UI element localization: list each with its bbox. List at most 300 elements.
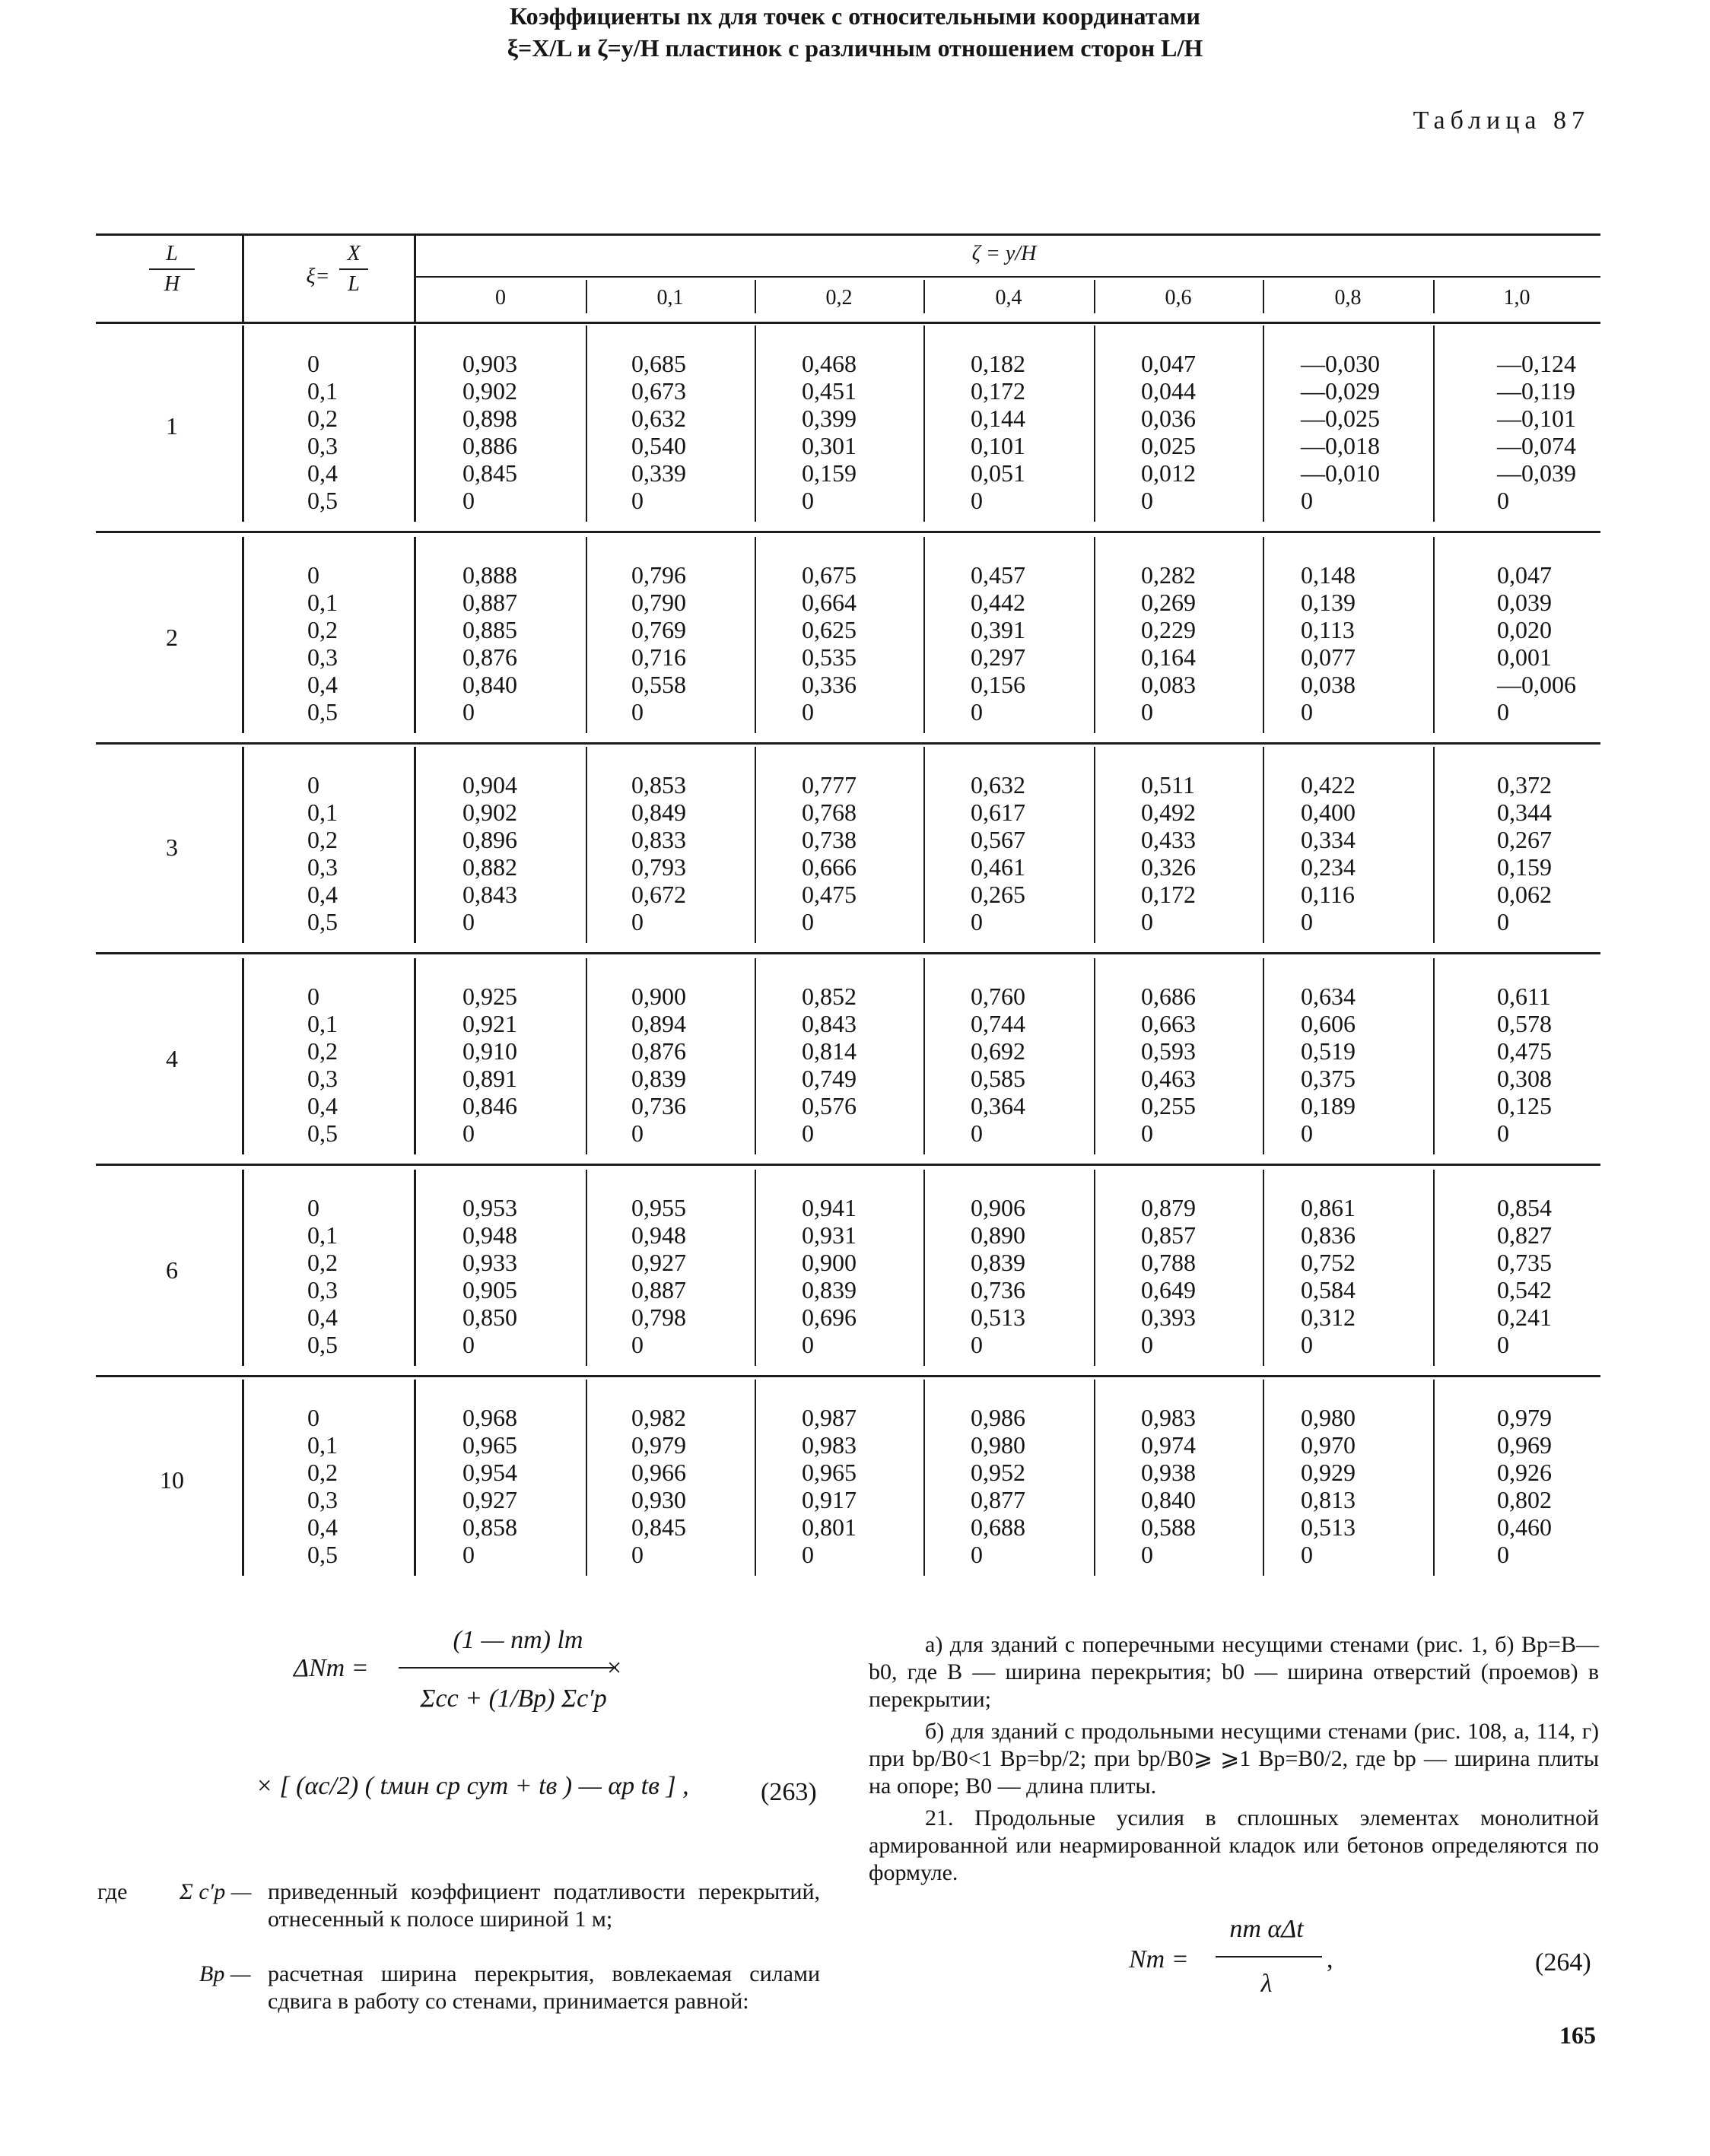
table-cell: 0 [462, 1119, 475, 1147]
zeta-value-header: 1,0 [1503, 286, 1530, 310]
table-cell: 0,611 [1497, 983, 1551, 1010]
table-cell: —0,101 [1497, 405, 1576, 432]
column-rule [755, 747, 756, 943]
table-cell: 0,101 [971, 432, 1025, 459]
table-cell: 0,672 [631, 881, 686, 908]
table-cell: 0,736 [631, 1092, 686, 1119]
xi-cell: 0,1 [307, 799, 338, 826]
table-cell: —0,119 [1497, 377, 1575, 405]
table-cell: 0,461 [971, 853, 1025, 881]
column-rule [1433, 747, 1435, 943]
column-rule [923, 325, 925, 522]
formula-264-number: (264) [1535, 1948, 1591, 1977]
lh-column-divider [242, 233, 244, 324]
xi-cell: 0,5 [307, 908, 338, 935]
value-column [971, 561, 1025, 726]
table-cell: 0,632 [631, 405, 686, 432]
table-cell: 0,953 [462, 1194, 517, 1221]
table-cell: 0 [1141, 487, 1153, 514]
table-cell: 0 [462, 487, 475, 514]
column-rule [414, 958, 416, 1154]
value-column [462, 771, 517, 935]
zeta-header-separator [755, 280, 756, 313]
formula-264-denominator: λ [1260, 1970, 1273, 1998]
column-rule [1094, 958, 1095, 1154]
table-cell: 0,457 [971, 561, 1025, 589]
table-cell: 0,182 [971, 350, 1025, 377]
table-cell: 0 [1141, 1119, 1153, 1147]
table-cell: 0,882 [462, 853, 517, 881]
table-cell: 0,736 [971, 1276, 1025, 1303]
table-cell: 0,334 [1301, 826, 1356, 853]
zeta-header-separator [923, 280, 925, 313]
table-cell: 0 [1497, 908, 1509, 935]
xi-cell: 0 [307, 771, 319, 799]
table-cell: 0,716 [631, 643, 686, 671]
table-cell: 0,929 [1301, 1459, 1356, 1486]
value-column [971, 1404, 1025, 1568]
table-cell: 0 [971, 1331, 983, 1358]
table-cell: 0 [462, 1331, 475, 1358]
table-cell: 0,038 [1301, 671, 1356, 698]
table-cell: 0,926 [1497, 1459, 1552, 1486]
xi-cell: 0,4 [307, 1513, 338, 1541]
table-cell: —0,006 [1497, 671, 1576, 698]
column-rule [242, 1380, 244, 1576]
table-cell: 0,020 [1497, 616, 1552, 643]
table-cell: 0,752 [1301, 1249, 1356, 1276]
column-rule [1094, 537, 1095, 733]
table-cell: 0,894 [631, 1010, 686, 1037]
table-cell: 0,849 [631, 799, 686, 826]
where-text-2-content: расчетная ширина перекрытия, вовлекаемая силами сдвига в работу со стенами, принимается равной: [268, 1961, 820, 2014]
value-column [1497, 983, 1552, 1147]
table-cell: 0,854 [1497, 1194, 1552, 1221]
lh-value: 1 [166, 412, 178, 440]
column-rule [414, 1170, 416, 1366]
table-cell: 0,850 [462, 1303, 517, 1331]
table-cell: —0,124 [1497, 350, 1576, 377]
column-rule [242, 747, 244, 943]
table-cell: 0,858 [462, 1513, 517, 1541]
xi-cell: 0,3 [307, 432, 338, 459]
column-rule [242, 958, 244, 1154]
table-cell: 0,827 [1497, 1221, 1552, 1249]
table-cell: 0,364 [971, 1092, 1025, 1119]
column-rule [414, 325, 416, 522]
xi-cell: 0,5 [307, 698, 338, 726]
table-cell: 0,900 [631, 983, 686, 1010]
table-cell: 0,898 [462, 405, 517, 432]
value-column [631, 1194, 686, 1358]
table-cell: 0,012 [1141, 459, 1196, 487]
table-cell: 0,576 [802, 1092, 857, 1119]
table-cell: 0 [631, 487, 644, 514]
table-cell: 0,933 [462, 1249, 517, 1276]
xi-cell: 0,1 [307, 377, 338, 405]
table-cell: 0,673 [631, 377, 686, 405]
column-rule [1263, 325, 1264, 522]
zeta-subheader-rule [415, 276, 1600, 278]
table-cell: 0,372 [1497, 771, 1552, 799]
value-column [631, 983, 686, 1147]
table-cell: 0,876 [462, 643, 517, 671]
xi-cell: 0,2 [307, 616, 338, 643]
table-cell: 0,375 [1301, 1065, 1356, 1092]
column-rule [1433, 1380, 1435, 1576]
table-cell: 0,675 [802, 561, 857, 589]
column-rule [414, 747, 416, 943]
table-cell: 0,558 [631, 671, 686, 698]
table-cell: 0,047 [1497, 561, 1552, 589]
table-cell: 0,039 [1497, 589, 1552, 616]
xi-values [307, 771, 338, 935]
table-cell: 0,986 [971, 1404, 1025, 1431]
table-cell: 0,578 [1497, 1010, 1552, 1037]
column-rule [755, 537, 756, 733]
table-cell: 0,902 [462, 799, 517, 826]
table-cell: 0,900 [802, 1249, 857, 1276]
table-cell: 0,941 [802, 1194, 857, 1221]
table-cell: 0,164 [1141, 643, 1196, 671]
table-cell: 0,229 [1141, 616, 1196, 643]
table-cell: 0 [1497, 1119, 1509, 1147]
xi-values [307, 1404, 338, 1568]
lh-value: 6 [166, 1256, 178, 1284]
value-column [1497, 771, 1552, 935]
formula-264-fraction-bar [1216, 1956, 1322, 1958]
lh-value: 4 [166, 1045, 178, 1072]
column-rule [1094, 1380, 1095, 1576]
lh-value: 2 [166, 624, 178, 651]
zeta-header-separator [1094, 280, 1095, 313]
table-cell: 0,948 [631, 1221, 686, 1249]
lh-header-denominator: H [164, 272, 180, 296]
table-cell: 0 [1141, 698, 1153, 726]
table-cell: 0,255 [1141, 1092, 1196, 1119]
table-cell: 0,839 [631, 1065, 686, 1092]
paragraph-b: б) для зданий с продольными несущими стенами (рис. 108, а, 114, г) при bр/B0<1 Bр=bр/2; при bр/B0⩾ ⩾1 Bр=B0/2, где bр — ширина плиты на опоре; B0 — длина плиты. [869, 1719, 1599, 1799]
where-text-2 [268, 1961, 820, 2015]
table-cell: 0,326 [1141, 853, 1196, 881]
table-cell: 0 [1301, 1541, 1313, 1568]
value-column [802, 983, 857, 1147]
table-cell: 0,886 [462, 432, 517, 459]
zeta-value-header: 0,8 [1334, 286, 1362, 310]
value-column [971, 983, 1025, 1147]
table-cell: 0,442 [971, 589, 1025, 616]
xi-cell: 0,3 [307, 853, 338, 881]
value-column [1301, 983, 1356, 1147]
group-rule [96, 952, 1600, 954]
column-rule [923, 537, 925, 733]
table-caption [0, 0, 1710, 64]
value-column [1301, 771, 1356, 935]
lh-header [141, 242, 202, 297]
xi-cell: 0 [307, 1194, 319, 1221]
table-cell: 0,917 [802, 1486, 857, 1513]
table-cell: 0,906 [971, 1194, 1025, 1221]
table-cell: 0 [1141, 1541, 1153, 1568]
table-cell: 0 [1497, 1331, 1509, 1358]
table-cell: 0,269 [1141, 589, 1196, 616]
table-cell: 0,083 [1141, 671, 1196, 698]
table-cell: 0,513 [1301, 1513, 1356, 1541]
table-cell: 0 [1497, 1541, 1509, 1568]
where-text-1 [268, 1878, 820, 1933]
page-number: 165 [1559, 2021, 1596, 2049]
table-cell: 0 [971, 1541, 983, 1568]
table-cell: 0,969 [1497, 1431, 1552, 1459]
column-rule [414, 537, 416, 733]
table-cell: 0,617 [971, 799, 1025, 826]
xi-cell: 0,2 [307, 405, 338, 432]
column-rule [1263, 747, 1264, 943]
table-cell: 0,983 [802, 1431, 857, 1459]
xi-cell: 0,5 [307, 1541, 338, 1568]
table-cell: 0,312 [1301, 1303, 1356, 1331]
table-cell: 0,796 [631, 561, 686, 589]
table-cell: 0,584 [1301, 1276, 1356, 1303]
table-cell: 0,877 [971, 1486, 1025, 1513]
value-column [631, 1404, 686, 1568]
value-column [1141, 561, 1196, 726]
xi-cell: 0,3 [307, 1276, 338, 1303]
table-cell: 0,688 [971, 1513, 1025, 1541]
paragraph-a: а) для зданий с поперечными несущими стенами (рис. 1, б) Bр=B—b0, где B — ширина перекрытия; b0 — ширина отверстий (проемов) в перекрытии; [869, 1632, 1599, 1712]
table-cell: 0,979 [631, 1431, 686, 1459]
table-cell: 0 [802, 1541, 814, 1568]
table-cell: 0 [631, 698, 644, 726]
xi-cell: 0,4 [307, 1303, 338, 1331]
table-cell: 0 [802, 908, 814, 935]
table-cell: 0 [1301, 908, 1313, 935]
table-cell: 0,987 [802, 1404, 857, 1431]
xi-header-prefix: ξ= [306, 265, 330, 288]
xi-header-denominator: L [348, 272, 360, 296]
table-cell: 0,593 [1141, 1037, 1196, 1065]
table-cell: 0,685 [631, 350, 686, 377]
table-cell: 0,802 [1497, 1486, 1552, 1513]
value-column [1141, 771, 1196, 935]
table-cell: 0 [462, 1541, 475, 1568]
table-cell: 0,974 [1141, 1431, 1196, 1459]
table-cell: 0,308 [1497, 1065, 1552, 1092]
table-cell: 0,234 [1301, 853, 1356, 881]
table-cell: 0,885 [462, 616, 517, 643]
table-cell: 0 [631, 1119, 644, 1147]
table-cell: 0,400 [1301, 799, 1356, 826]
table-cell: 0,460 [1497, 1513, 1552, 1541]
value-column [1497, 561, 1576, 726]
value-column [802, 1404, 857, 1568]
value-column [1141, 350, 1196, 514]
table-cell: 0,843 [462, 881, 517, 908]
table-cell: 0,588 [1141, 1513, 1196, 1541]
value-column [1497, 1404, 1552, 1568]
table-cell: 0,833 [631, 826, 686, 853]
value-column [1301, 1404, 1356, 1568]
table-cell: 0,857 [1141, 1221, 1196, 1249]
table-cell: 0,113 [1301, 616, 1355, 643]
column-rule [923, 1380, 925, 1576]
caption-line-2: ξ=X/L и ζ=y/H пластинок с различным отношением сторон L/H [507, 34, 1203, 62]
group-rule [96, 1164, 1600, 1166]
table-cell: 0,777 [802, 771, 857, 799]
table-cell: 0,144 [971, 405, 1025, 432]
column-rule [755, 958, 756, 1154]
xi-cell: 0,1 [307, 1010, 338, 1037]
column-rule [1263, 958, 1264, 1154]
table-cell: 0,813 [1301, 1486, 1356, 1513]
table-cell: 0,463 [1141, 1065, 1196, 1092]
table-cell: 0 [802, 1331, 814, 1358]
table-cell: 0,980 [1301, 1404, 1356, 1431]
group-rule [96, 1375, 1600, 1377]
value-column [1141, 1404, 1196, 1568]
table-cell: 0,905 [462, 1276, 517, 1303]
table-cell: 0,925 [462, 983, 517, 1010]
table-cell: 0,047 [1141, 350, 1196, 377]
zeta-header-separator [586, 280, 587, 313]
table-cell: 0 [971, 1119, 983, 1147]
table-cell: 0,840 [1141, 1486, 1196, 1513]
column-rule [586, 958, 587, 1154]
value-column [631, 561, 686, 726]
value-column [1497, 350, 1576, 514]
table-cell: 0,891 [462, 1065, 517, 1092]
table-cell: 0,921 [462, 1010, 517, 1037]
column-rule [1433, 537, 1435, 733]
table-cell: 0,954 [462, 1459, 517, 1486]
table-cell: 0,077 [1301, 643, 1356, 671]
table-cell: 0,393 [1141, 1303, 1196, 1331]
table-cell: 0,451 [802, 377, 857, 405]
table-cell: 0 [802, 1119, 814, 1147]
table-cell: 0 [1141, 1331, 1153, 1358]
xi-cell: 0,5 [307, 1331, 338, 1358]
table-cell: 0,159 [1497, 853, 1552, 881]
table-cell: 0,634 [1301, 983, 1356, 1010]
table-cell: 0 [1301, 1331, 1313, 1358]
table-cell: 0,836 [1301, 1221, 1356, 1249]
formula-263-denominator: Σcc + (1/Bp) Σc′p [420, 1684, 607, 1713]
table-cell: 0,840 [462, 671, 517, 698]
table-cell: 0,044 [1141, 377, 1196, 405]
table-cell: 0,625 [802, 616, 857, 643]
xi-cell: 0,4 [307, 1092, 338, 1119]
xi-values [307, 350, 338, 514]
table-cell: 0,025 [1141, 432, 1196, 459]
zeta-header-separator [1433, 280, 1435, 313]
table-cell: 0,735 [1497, 1249, 1552, 1276]
table-cell: 0,189 [1301, 1092, 1356, 1119]
value-column [1141, 1194, 1196, 1358]
value-column [462, 350, 517, 514]
table-cell: 0,769 [631, 616, 686, 643]
where-symbol-1: Σ c′p — [180, 1879, 252, 1904]
column-rule [586, 325, 587, 522]
value-column [631, 771, 686, 935]
table-cell: 0 [631, 1331, 644, 1358]
header-bottom-rule [96, 322, 1600, 324]
zeta-value-header: 0,4 [995, 286, 1022, 310]
table-cell: 0,172 [971, 377, 1025, 405]
xi-fraction-bar [339, 268, 368, 270]
table-cell: 0,839 [802, 1276, 857, 1303]
table-cell: 0,663 [1141, 1010, 1196, 1037]
value-column [802, 771, 857, 935]
table-cell: 0 [1301, 1119, 1313, 1147]
table-cell: 0,475 [802, 881, 857, 908]
column-rule [414, 1380, 416, 1576]
value-column [802, 1194, 857, 1358]
table-cell: 0,843 [802, 1010, 857, 1037]
table-cell: —0,074 [1497, 432, 1576, 459]
table-cell: 0,930 [631, 1486, 686, 1513]
table-cell: 0,540 [631, 432, 686, 459]
table-cell: 0,887 [462, 589, 517, 616]
value-column [462, 983, 517, 1147]
xi-column-divider [414, 233, 416, 324]
column-rule [755, 325, 756, 522]
table-cell: 0,156 [971, 671, 1025, 698]
formula-263-numerator: (1 — nm) lm [453, 1626, 583, 1654]
value-column [1141, 983, 1196, 1147]
lh-value: 10 [160, 1466, 184, 1494]
table-cell: 0,036 [1141, 405, 1196, 432]
table-cell: 0,585 [971, 1065, 1025, 1092]
table-cell: 0,790 [631, 589, 686, 616]
table-cell: 0,887 [631, 1276, 686, 1303]
table-cell: 0,902 [462, 377, 517, 405]
table-cell: 0,846 [462, 1092, 517, 1119]
table-cell: 0,788 [1141, 1249, 1196, 1276]
where-symbol-2: Bp — [199, 1961, 251, 1986]
formula-264-numerator: nm αΔt [1229, 1915, 1304, 1943]
table-cell: 0,861 [1301, 1194, 1356, 1221]
table-cell: 0,422 [1301, 771, 1356, 799]
zeta-value-header: 0 [495, 286, 506, 310]
xi-cell: 0,3 [307, 643, 338, 671]
value-column [1301, 561, 1356, 726]
table-cell: 0,853 [631, 771, 686, 799]
value-column [462, 1404, 517, 1568]
table-cell: —0,025 [1301, 405, 1380, 432]
table-cell: 0 [1301, 698, 1313, 726]
table-cell: 0,879 [1141, 1194, 1196, 1221]
table-cell: 0,965 [462, 1431, 517, 1459]
table-cell: 0 [462, 908, 475, 935]
xi-values [307, 1194, 338, 1358]
xi-cell: 0,3 [307, 1486, 338, 1513]
table-cell: 0,903 [462, 350, 517, 377]
column-rule [923, 958, 925, 1154]
table-cell: 0 [971, 698, 983, 726]
column-rule [755, 1170, 756, 1366]
table-cell: 0 [1301, 487, 1313, 514]
table-cell: —0,029 [1301, 377, 1380, 405]
table-cell: 0,749 [802, 1065, 857, 1092]
table-cell: 0,768 [802, 799, 857, 826]
table-cell: 0,970 [1301, 1431, 1356, 1459]
table-cell: 0,692 [971, 1037, 1025, 1065]
table-cell: 0,980 [971, 1431, 1025, 1459]
column-rule [1263, 1170, 1264, 1366]
table-cell: 0 [462, 698, 475, 726]
table-cell: 0,632 [971, 771, 1025, 799]
group-rule [96, 531, 1600, 533]
